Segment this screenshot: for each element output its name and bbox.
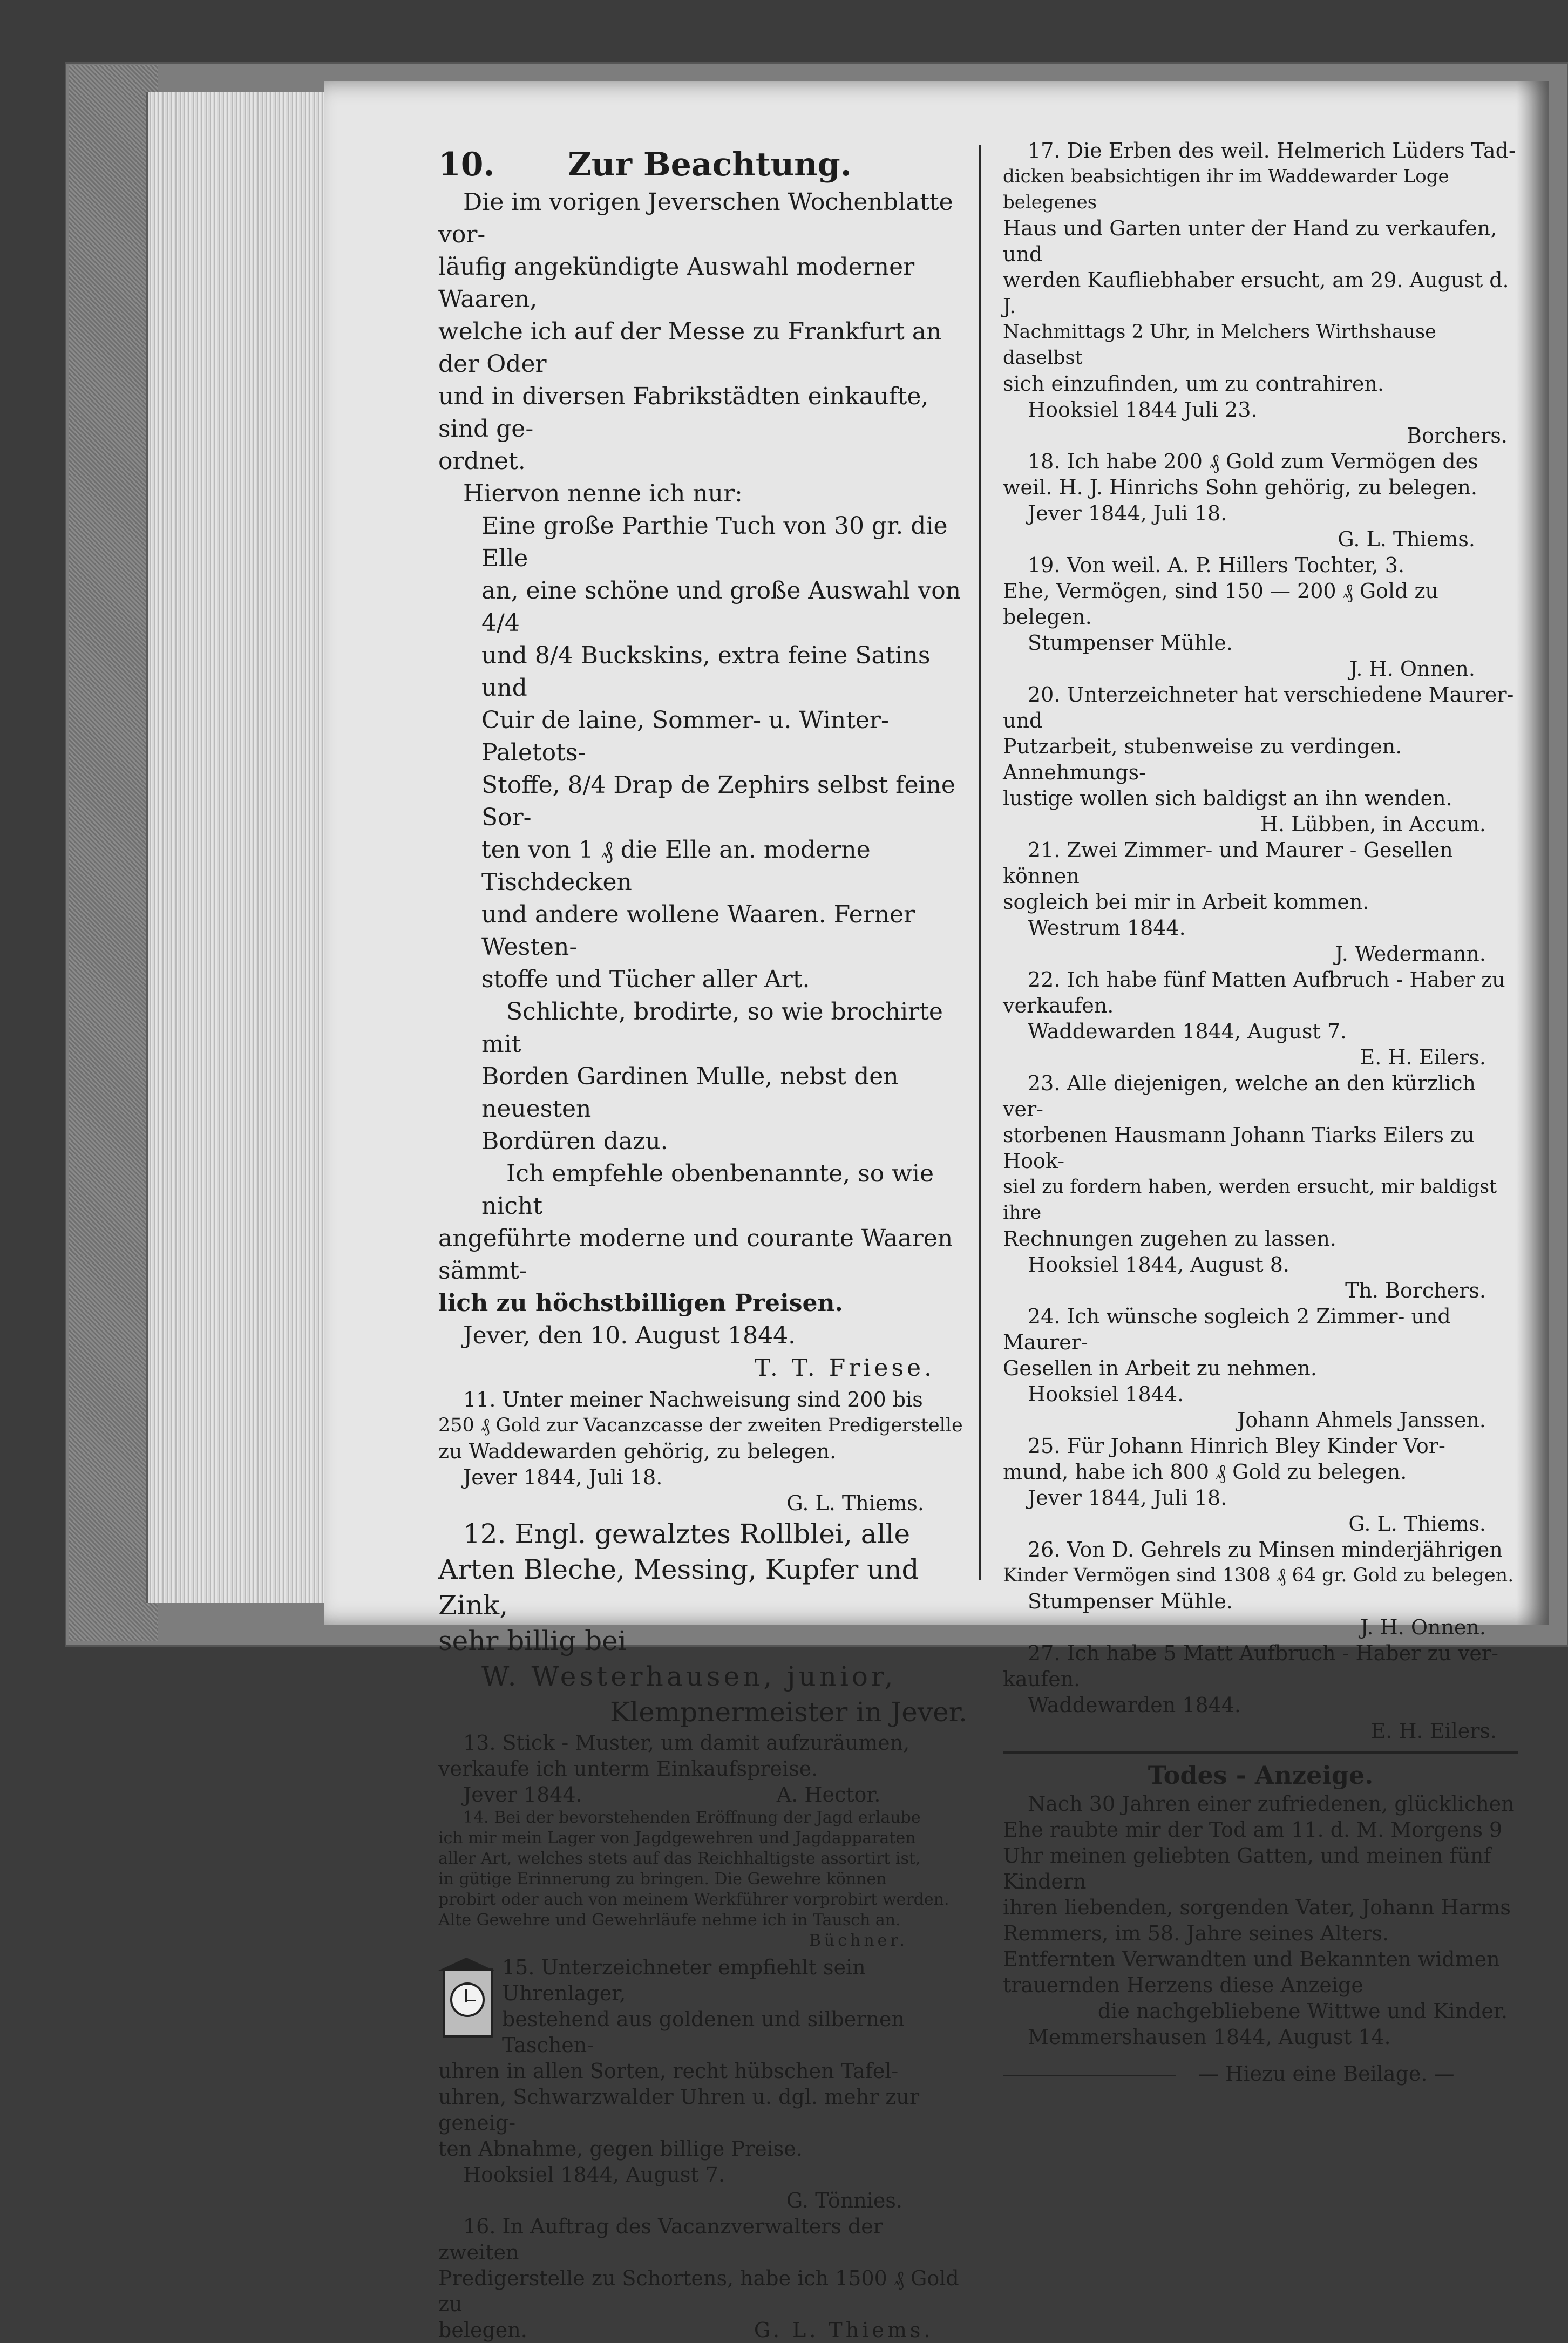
- ad-line: sich einzufinden, um zu contrahiren.: [1003, 372, 1384, 396]
- ad-line: uhren, Schwarzwalder Uhren u. dgl. mehr zur geneig-: [438, 2085, 919, 2135]
- ad-trade: Klempnermeister in Jever.: [609, 1696, 967, 1728]
- ad-line: 19. Von weil. A. P. Hillers Tochter, 3.: [1028, 553, 1405, 577]
- ad-19: [1003, 552, 1518, 682]
- ad-date: Hooksiel 1844, August 8.: [1028, 1253, 1289, 1276]
- ad-line: sehr billig bei: [438, 1625, 627, 1656]
- ad-12: [438, 1516, 967, 1730]
- ad-line: und in diversen Fabrikstädten einkaufte, sind ge-: [438, 383, 929, 443]
- ad-date: Waddewarden 1844.: [1028, 1693, 1241, 1717]
- ad-line: 20. Unterzeichneter hat verschiedene Maurer- und: [1003, 683, 1514, 732]
- ad-line: Uhr meinen geliebten Gatten, und meinen fünf Kindern: [1003, 1844, 1491, 1893]
- ad-line: uhren in allen Sorten, recht hübschen Tafel-: [438, 2059, 899, 2083]
- ad-date: Westrum 1844.: [1028, 916, 1186, 940]
- ad-line: 16. In Auftrag des Vacanzverwalters der zweiten: [438, 2215, 883, 2264]
- ad-line: aller Art, welches stets auf das Reichhaltigste assortirt ist,: [438, 1849, 921, 1868]
- ad-line: werden Kaufliebhaber ersucht, am 29. August d. J.: [1003, 268, 1509, 318]
- ad-date: Memmershausen 1844, August 14.: [1028, 2025, 1391, 2049]
- ad-line: 17. Die Erben des weil. Helmerich Lüders Tad-: [1028, 139, 1516, 162]
- ad-22: [1003, 967, 1518, 1070]
- ad-line: stoffe und Tücher aller Art.: [481, 966, 810, 993]
- ad-date: Jever 1844, Juli 18.: [1028, 501, 1227, 525]
- ad-17: [1003, 138, 1518, 449]
- ad-date: Jever 1844, Juli 18.: [463, 1465, 663, 1489]
- ad-line: Die im vorigen Jeverschen Wochenblatte vor-: [438, 188, 953, 248]
- page-edges: [146, 92, 348, 1603]
- ad-line: Cuir de laine, Sommer- u. Winter-Paletots-: [481, 707, 889, 766]
- ad-signature: J. H. Onnen.: [1360, 1615, 1486, 1639]
- ad-signature: G. L. Thiems.: [1348, 1512, 1486, 1536]
- ad-line: lustige wollen sich baldigst an ihn wenden.: [1003, 786, 1452, 810]
- ad-27: [1003, 1640, 1518, 1744]
- ad-line: Alte Gewehre und Gewehrläufe nehme ich in Tausch an.: [438, 1911, 901, 1930]
- ad-place: Stumpenser Mühle.: [1028, 631, 1233, 655]
- ad-line: Haus und Garten unter der Hand zu verkaufen, und: [1003, 216, 1497, 266]
- ad-14: [438, 1808, 967, 1951]
- ad-line: Hiervon nenne ich nur:: [463, 480, 743, 507]
- ad-place: Stumpenser Mühle.: [1028, 1590, 1233, 1613]
- ad-signature: T. T. Friese.: [755, 1354, 935, 1382]
- ad-line: und 8/4 Buckskins, extra feine Satins und: [481, 642, 931, 702]
- ad-title: Zur Beachtung.: [568, 146, 852, 184]
- ad-date: Jever 1844, Juli 18.: [1028, 1486, 1227, 1510]
- ad-line: 12. Engl. gewalztes Rollblei, alle: [463, 1518, 911, 1550]
- ad-line: ihren liebenden, sorgenden Vater, Johann Harms: [1003, 1896, 1511, 1919]
- ad-line: ordnet.: [438, 447, 526, 475]
- ad-signature: die nachgebliebene Wittwe und Kinder.: [1097, 1999, 1508, 2023]
- ad-line: verkaufe ich unterm Einkaufspreise.: [438, 1757, 818, 1781]
- ad-signature: E. H. Eilers.: [1360, 1045, 1486, 1069]
- right-column: [1003, 138, 1518, 2087]
- ad-line: 22. Ich habe fünf Matten Aufbruch - Haber zu: [1028, 968, 1505, 991]
- ad-name: W. Westerhausen, junior,: [481, 1661, 897, 1692]
- ad-signature: H. Lübben, in Accum.: [1260, 812, 1486, 836]
- ad-line: lich zu höchstbilligen Preisen.: [438, 1289, 843, 1317]
- ad-date: Jever 1844.: [463, 1783, 582, 1807]
- ad-line: weil. H. J. Hinrichs Sohn gehörig, zu belegen.: [1003, 476, 1477, 499]
- clock-icon: [438, 1958, 494, 2038]
- ad-24: [1003, 1303, 1518, 1433]
- ad-line: Gesellen in Arbeit zu nehmen.: [1003, 1356, 1317, 1380]
- ad-line: 25. Für Johann Hinrich Bley Kinder Vor-: [1028, 1434, 1445, 1458]
- ad-line: siel zu fordern haben, werden ersucht, mir baldigst ihre: [1003, 1176, 1497, 1224]
- ad-line: in gütige Erinnerung zu bringen. Die Gewehre können: [438, 1870, 887, 1889]
- ad-line: 23. Alle diejenigen, welche an den kürzlich ver-: [1003, 1071, 1476, 1121]
- ad-line: Ich empfehle obenbenannte, so wie nicht: [481, 1160, 934, 1220]
- ad-line: 26. Von D. Gehrels zu Minsen minderjährigen: [1028, 1538, 1503, 1561]
- ad-11: [438, 1387, 967, 1516]
- ad-line: und andere wollene Waaren. Ferner Westen-: [481, 901, 915, 961]
- ad-signature: G. L. Thiems.: [754, 2318, 934, 2342]
- ad-line: Remmers, im 58. Jahre seines Alters.: [1003, 1921, 1389, 1945]
- ad-20: [1003, 682, 1518, 837]
- ad-line: storbenen Hausmann Johann Tiarks Eilers zu Hook-: [1003, 1123, 1475, 1173]
- ad-line: trauernden Herzens diese Anzeige: [1003, 1973, 1363, 1997]
- ad-date: Jever, den 10. August 1844.: [463, 1322, 796, 1349]
- ad-signature: Büchner.: [809, 1931, 908, 1950]
- ad-line: ten von 1 ₰ die Elle an. moderne Tischdecken: [481, 836, 871, 896]
- ad-16: [438, 2213, 967, 2343]
- ad-line: mund, habe ich 800 ₰ Gold zu belegen.: [1003, 1460, 1407, 1484]
- ad-line: angeführte moderne und courante Waaren sämmt-: [438, 1225, 953, 1285]
- book-spine-cloth: [69, 65, 158, 1641]
- ad-25: [1003, 1433, 1518, 1537]
- ad-signature: A. Hector.: [776, 1783, 881, 1807]
- ad-line: 24. Ich wünsche sogleich 2 Zimmer- und Maurer-: [1003, 1305, 1451, 1354]
- ad-number: 10.: [438, 146, 495, 184]
- ad-21: [1003, 837, 1518, 967]
- footer-rule: [1003, 2075, 1176, 2076]
- left-column: [438, 143, 967, 2343]
- ad-signature: J. H. Onnen.: [1349, 657, 1475, 681]
- ad-line: Bordüren dazu.: [481, 1128, 668, 1155]
- ad-line: Borden Gardinen Mulle, nebst den neuesten: [481, 1063, 899, 1123]
- ad-line: Predigerstelle zu Schortens, habe ich 1500 ₰ Gold zu: [438, 2266, 959, 2316]
- ad-line: zu Waddewarden gehörig, zu belegen.: [438, 1439, 837, 1463]
- ad-line: an, eine schöne und große Auswahl von 4/4: [481, 577, 961, 637]
- ad-line: Ehe raubte mir der Tod am 11. d. M. Morgens 9: [1003, 1818, 1503, 1842]
- ad-line: Nach 30 Jahren einer zufriedenen, glücklichen: [1028, 1792, 1515, 1816]
- section-rule: [1003, 1751, 1518, 1754]
- death-notice: [1003, 1760, 1518, 2050]
- ad-line: 18. Ich habe 200 ₰ Gold zum Vermögen des: [1028, 450, 1478, 473]
- ad-line: 27. Ich habe 5 Matt Aufbruch - Haber zu ver-: [1028, 1641, 1498, 1665]
- ad-signature: Johann Ahmels Janssen.: [1237, 1408, 1486, 1432]
- ad-line: Eine große Parthie Tuch von 30 gr. die Elle: [481, 512, 948, 572]
- ad-line: ten Abnahme, gegen billige Preise.: [438, 2137, 803, 2161]
- ad-date: Hooksiel 1844.: [1028, 1382, 1184, 1406]
- ad-13: [438, 1730, 967, 1808]
- ad-line: 250 ₰ Gold zur Vacanzcasse der zweiten Predigerstelle: [438, 1415, 963, 1436]
- ad-line: Entfernten Verwandten und Bekannten widmen: [1003, 1947, 1500, 1971]
- ad-line: dicken beabsichtigen ihr im Waddewarder Loge belegenes: [1003, 166, 1449, 213]
- ad-signature: G. Tönnies.: [786, 2189, 902, 2212]
- ad-10: [438, 143, 967, 1384]
- ad-line: ich mir mein Lager von Jagdgewehren und Jagdapparaten: [438, 1829, 916, 1848]
- ad-line: verkaufen.: [1003, 994, 1114, 1017]
- ad-signature: G. L. Thiems.: [786, 1491, 924, 1515]
- ad-line: Nachmittags 2 Uhr, in Melchers Wirthshause daselbst: [1003, 321, 1436, 369]
- ad-line: 14. Bei der bevorstehenden Eröffnung der Jagd erlaube: [463, 1808, 921, 1827]
- ad-line: welche ich auf der Messe zu Frankfurt an der Oder: [438, 318, 942, 378]
- ad-date: Hooksiel 1844 Juli 23.: [1028, 398, 1258, 422]
- ad-line: Arten Bleche, Messing, Kupfer und Zink,: [438, 1554, 919, 1621]
- ad-signature: Th. Borchers.: [1345, 1279, 1486, 1302]
- ad-signature: G. L. Thiems.: [1338, 527, 1475, 551]
- ad-date: Waddewarden 1844, August 7.: [1028, 1020, 1347, 1043]
- ad-line: Ehe, Vermögen, sind 150 — 200 ₰ Gold zu belegen.: [1003, 579, 1439, 629]
- ad-line: Stoffe, 8/4 Drap de Zephirs selbst feine Sor-: [481, 771, 955, 831]
- ad-signature: J. Wedermann.: [1335, 942, 1486, 966]
- ad-line: sogleich bei mir in Arbeit kommen.: [1003, 890, 1369, 914]
- column-divider: [979, 145, 981, 1580]
- ad-line: Rechnungen zugehen zu lassen.: [1003, 1227, 1336, 1251]
- ad-signature: E. H. Eilers.: [1370, 1719, 1497, 1743]
- ad-line: probirt oder auch von meinem Werkführer vorprobirt werden.: [438, 1890, 949, 1909]
- ad-line: Kinder Vermögen sind 1308 ₰ 64 gr. Gold zu belegen.: [1003, 1565, 1514, 1586]
- death-notice-title: Todes - Anzeige.: [1148, 1761, 1374, 1790]
- ad-signature: Borchers.: [1407, 424, 1508, 447]
- ad-line: 15. Unterzeichneter empfiehlt sein Uhrenlager,: [502, 1955, 866, 2005]
- ad-line: 13. Stick - Muster, um damit aufzuräumen,: [463, 1731, 910, 1755]
- ad-18: [1003, 449, 1518, 552]
- ad-line: 21. Zwei Zimmer- und Maurer - Gesellen können: [1003, 838, 1453, 888]
- ad-date: Hooksiel 1844, August 7.: [463, 2163, 725, 2186]
- ad-line: läufig angekündigte Auswahl moderner Waaren,: [438, 253, 915, 313]
- footer-note: — Hiezu eine Beilage. —: [1198, 2062, 1455, 2086]
- ad-line: 11. Unter meiner Nachweisung sind 200 bis: [463, 1388, 923, 1411]
- ad-line: bestehend aus goldenen und silbernen Taschen-: [502, 2007, 905, 2057]
- ad-23: [1003, 1070, 1518, 1303]
- ad-line: belegen.: [438, 2318, 527, 2342]
- ad-line: kaufen.: [1003, 1667, 1081, 1691]
- ad-line: Schlichte, brodirte, so wie brochirte mit: [481, 998, 943, 1058]
- ad-26: [1003, 1537, 1518, 1640]
- ad-15: [438, 1954, 967, 2213]
- ad-line: Putzarbeit, stubenweise zu verdingen. Annehmungs-: [1003, 735, 1402, 784]
